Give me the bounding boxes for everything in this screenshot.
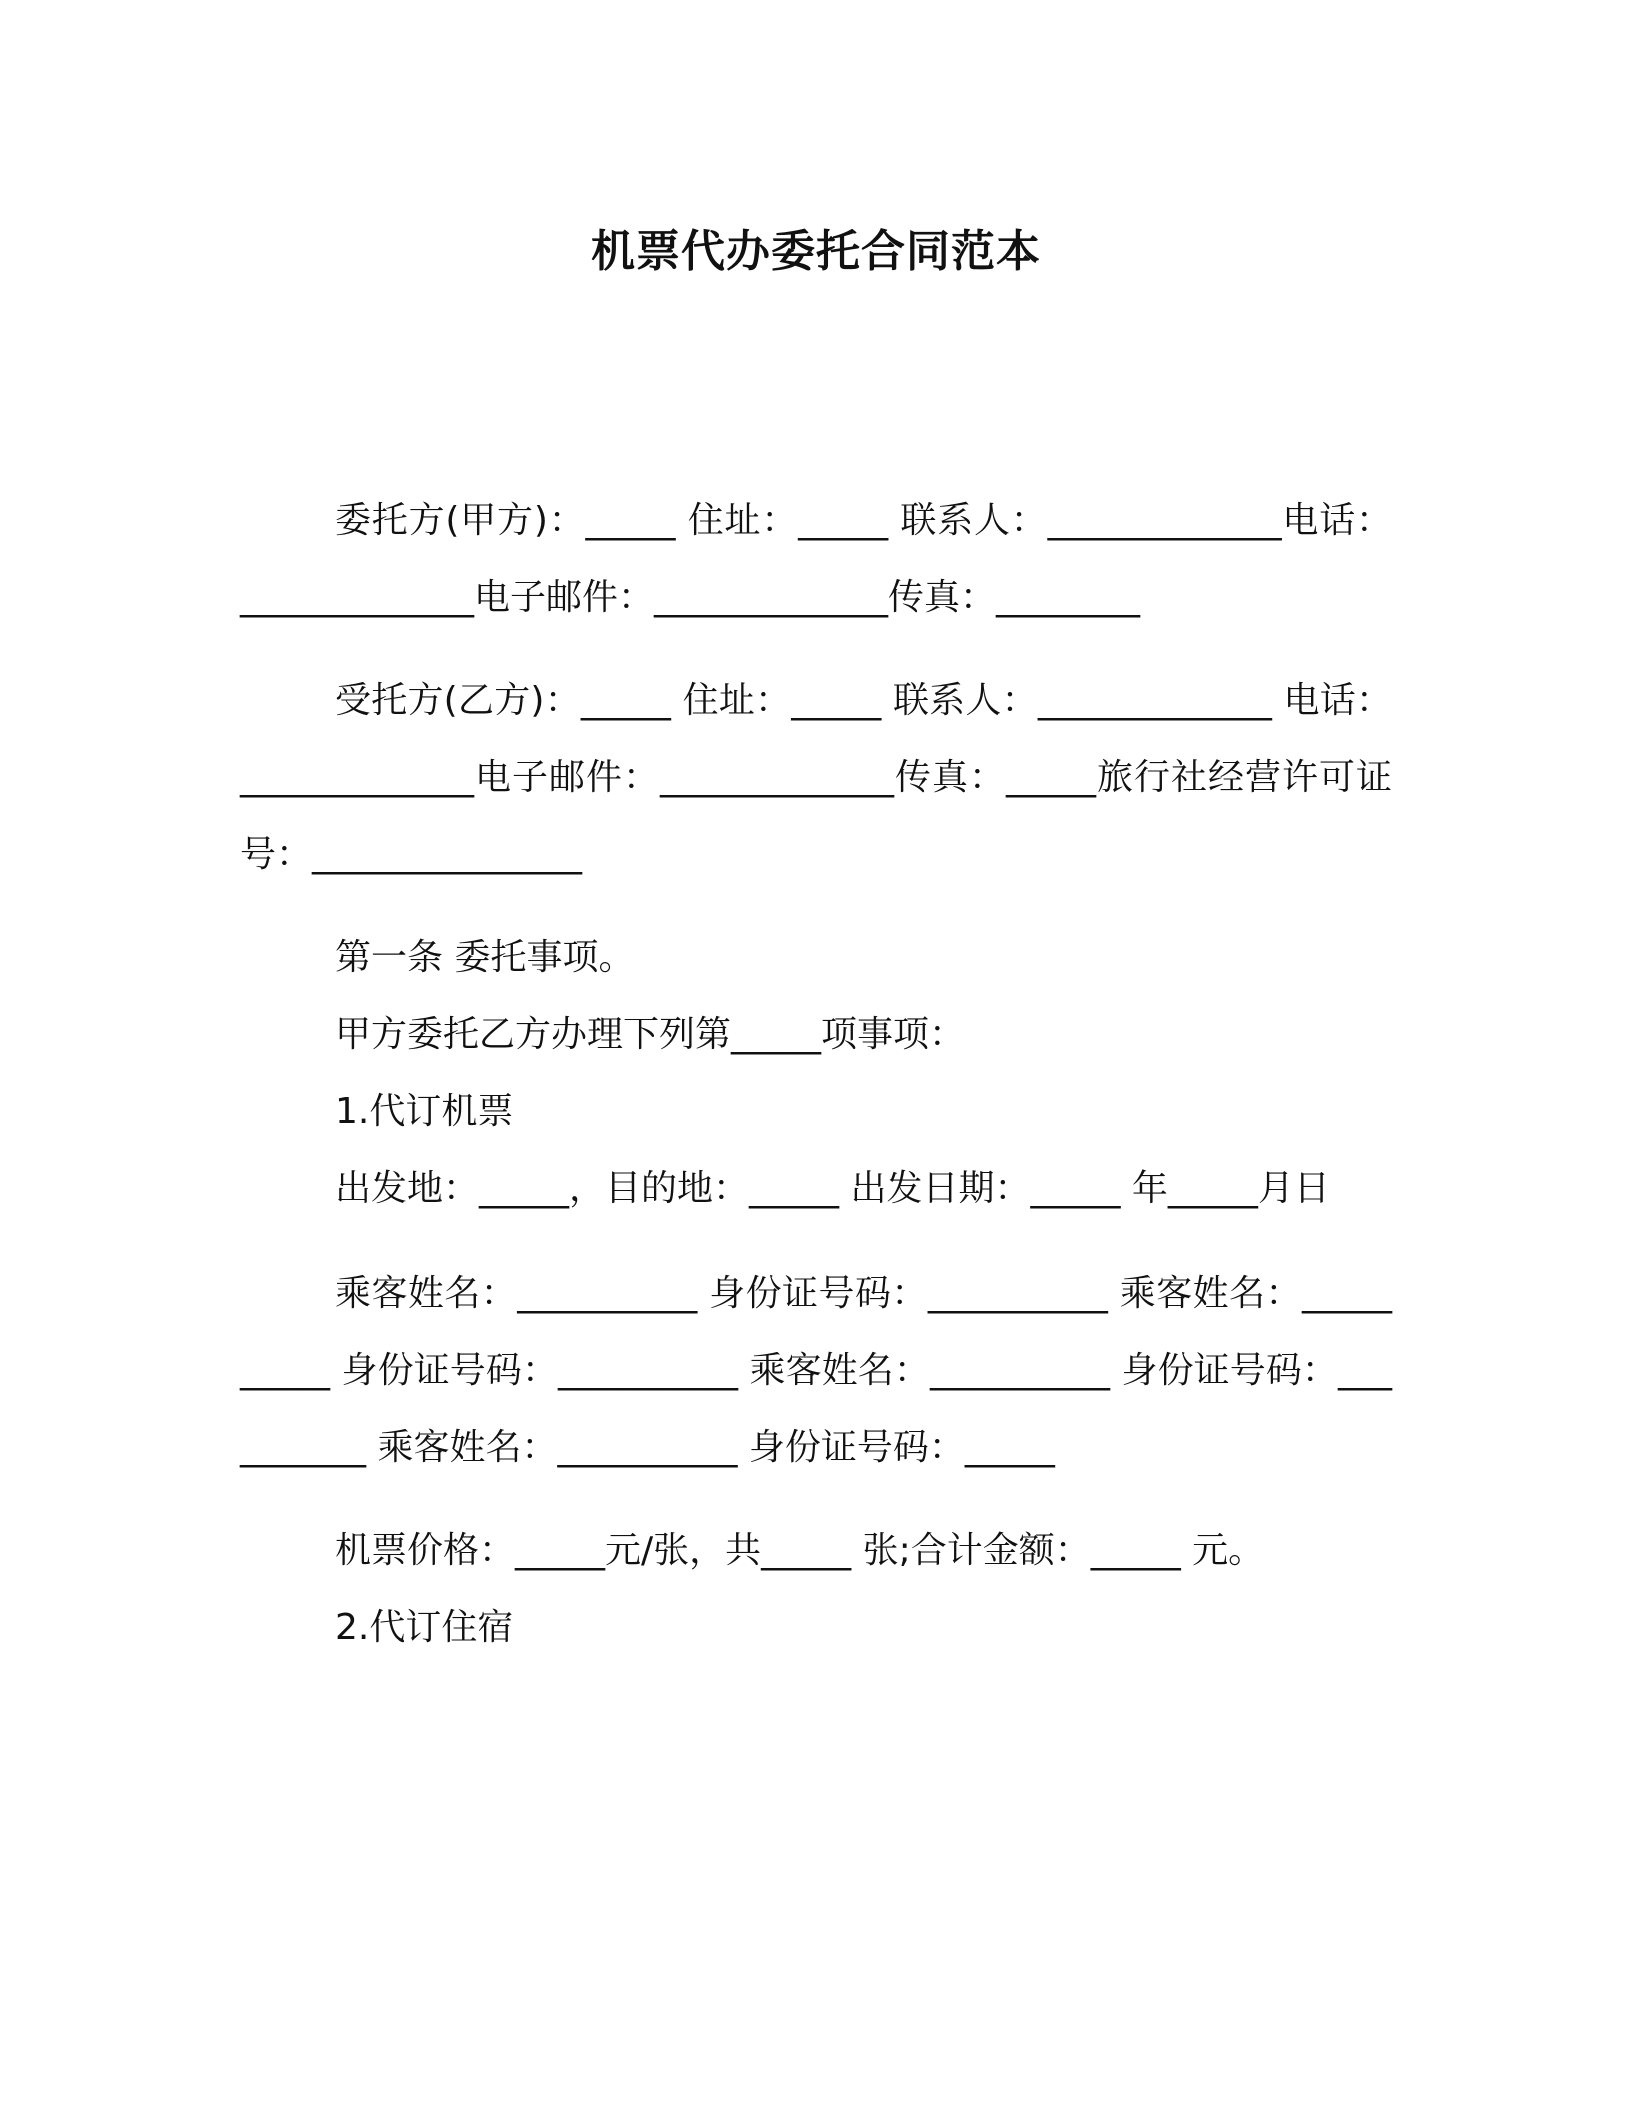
party-b-info: 受托方(乙方)：_____ 住址：_____ 联系人：_____________ 电话：_____________电子邮件：_____________传真：_____旅行社经营许可证号：_______________ xyxy=(240,680,1392,875)
document-title: 机票代办委托合同范本 xyxy=(591,226,1041,277)
document-body xyxy=(240,482,1392,1666)
ticket-price-line: 机票价格：_____元/张，共_____ 张;合计金额：_____ 元。 xyxy=(335,1530,1265,1571)
departure-details: 出发地：_____，目的地：_____ 出发日期：_____ 年_____月日 xyxy=(335,1168,1330,1209)
section-2-heading: 2.代订住宿 xyxy=(335,1607,514,1648)
party-a-info: 委托方(甲方)：_____ 住址：_____ 联系人：_____________电话：_____________电子邮件：_____________传真：________ xyxy=(240,500,1392,618)
passenger-details: 乘客姓名：__________ 身份证号码：__________ 乘客姓名：__________ 身份证号码：__________ 乘客姓名：__________ 身份证号码：__________ 乘客姓名：__________ 身份证号码：_____ xyxy=(240,1273,1392,1468)
article-1-heading: 第一条 委托事项。 xyxy=(335,937,635,978)
section-1-heading: 1.代订机票 xyxy=(335,1091,514,1132)
entrusted-items-line: 甲方委托乙方办理下列第_____项事项： xyxy=(335,1014,966,1055)
